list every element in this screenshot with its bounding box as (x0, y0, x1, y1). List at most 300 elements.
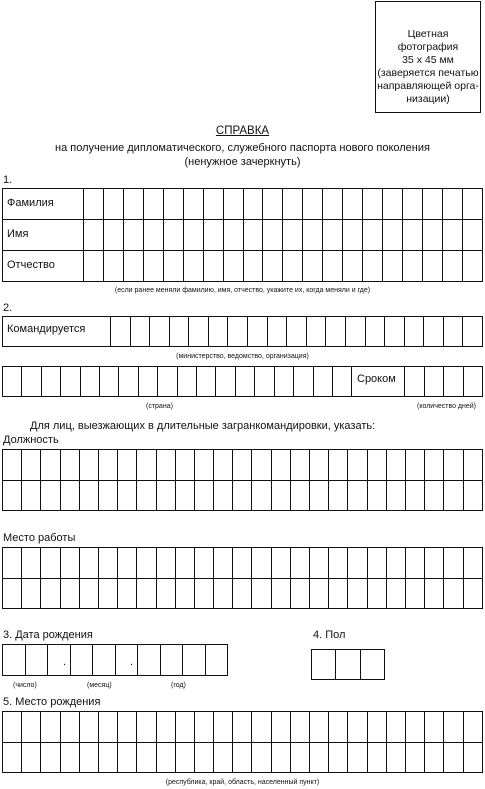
position-cell[interactable] (41, 480, 60, 511)
previous-name-hint: (если ранее меняли фамилию, имя, отчество, укажите их, когда меняли и где) (114, 287, 371, 294)
birthplace-cell[interactable] (271, 712, 290, 743)
position-cell[interactable] (310, 480, 329, 511)
workplace-cell[interactable] (444, 578, 463, 609)
position-cell[interactable] (425, 450, 444, 481)
assigned-cell[interactable] (385, 317, 405, 347)
name-cell[interactable] (442, 220, 462, 251)
name-cell[interactable] (422, 220, 442, 251)
position-cell[interactable] (98, 450, 117, 481)
workplace-cell[interactable] (386, 578, 405, 609)
position-cell[interactable] (386, 480, 405, 511)
surname-cell[interactable] (263, 189, 283, 220)
position-cell[interactable] (425, 480, 444, 511)
workplace-cell[interactable] (175, 578, 194, 609)
workplace-cell[interactable] (405, 578, 424, 609)
birthplace-cell[interactable] (444, 712, 463, 743)
workplace-row[interactable] (3, 548, 483, 579)
position-cell[interactable] (214, 480, 233, 511)
birthplace-cell[interactable] (310, 712, 329, 743)
assigned-cell[interactable] (208, 317, 228, 347)
year-cell[interactable] (205, 645, 228, 676)
patronymic-cell[interactable] (223, 251, 243, 282)
position-row[interactable] (3, 450, 483, 481)
assigned-cell[interactable] (228, 317, 248, 347)
patronymic-cell[interactable] (422, 251, 442, 282)
year-cell[interactable] (138, 645, 161, 676)
patronymic-cell[interactable] (462, 251, 482, 282)
position-cell[interactable] (214, 450, 233, 481)
year-cell[interactable] (183, 645, 206, 676)
patronymic-cell[interactable] (123, 251, 143, 282)
position-cell[interactable] (60, 480, 79, 511)
workplace-cell[interactable] (463, 548, 483, 579)
name-cell[interactable] (462, 220, 482, 251)
country-cell[interactable] (41, 367, 60, 397)
birthplace-cell[interactable] (329, 712, 348, 743)
birthplace-cell[interactable] (367, 742, 386, 773)
assigned-cell[interactable] (150, 317, 170, 347)
surname-cell[interactable] (323, 189, 343, 220)
birthplace-cell[interactable] (118, 712, 137, 743)
surname-cell[interactable] (103, 189, 123, 220)
birth-date-row[interactable] (3, 645, 228, 676)
country-cell[interactable] (332, 367, 351, 397)
country-cell[interactable] (294, 367, 313, 397)
birthplace-cell[interactable] (194, 742, 213, 773)
workplace-cell[interactable] (156, 548, 175, 579)
birthplace-cell[interactable] (310, 742, 329, 773)
workplace-cell[interactable] (271, 548, 290, 579)
patronymic-label: Отчество (7, 259, 55, 271)
assigned-cell[interactable] (404, 317, 424, 347)
position-cell[interactable] (463, 450, 483, 481)
birthplace-cell[interactable] (194, 712, 213, 743)
assigned-cell[interactable] (306, 317, 326, 347)
birthplace-cell[interactable] (137, 712, 156, 743)
name-cell[interactable] (84, 220, 104, 251)
birthplace-cell[interactable] (233, 742, 252, 773)
name-cell[interactable] (343, 220, 363, 251)
patronymic-cell[interactable] (403, 251, 423, 282)
birthplace-cell[interactable] (233, 712, 252, 743)
assigned-cell[interactable] (326, 317, 346, 347)
day-cell[interactable] (3, 645, 26, 676)
workplace-cell[interactable] (137, 578, 156, 609)
birthplace-cell[interactable] (79, 742, 98, 773)
workplace-cell[interactable] (3, 548, 22, 579)
surname-cell[interactable] (243, 189, 263, 220)
workplace-cell[interactable] (290, 578, 309, 609)
country-cell[interactable] (3, 367, 22, 397)
position-cell[interactable] (252, 480, 271, 511)
days-cell[interactable] (424, 367, 443, 397)
workplace-cell[interactable] (329, 578, 348, 609)
position-cell[interactable] (463, 480, 483, 511)
workplace-cell[interactable] (118, 578, 137, 609)
position-cell[interactable] (118, 480, 137, 511)
patronymic-cell[interactable] (343, 251, 363, 282)
workplace-cell[interactable] (329, 548, 348, 579)
name-cell[interactable] (183, 220, 203, 251)
surname-cell[interactable] (363, 189, 383, 220)
position-row[interactable] (3, 480, 483, 511)
days-cell[interactable] (405, 367, 424, 397)
birthplace-cell[interactable] (386, 712, 405, 743)
workplace-cell[interactable] (271, 578, 290, 609)
sex-row[interactable] (312, 650, 385, 680)
country-cell[interactable] (274, 367, 293, 397)
surname-cell[interactable] (303, 189, 323, 220)
patronymic-cell[interactable] (442, 251, 462, 282)
surname-cell[interactable] (343, 189, 363, 220)
country-hint: (страна) (146, 403, 173, 410)
position-cell[interactable] (175, 450, 194, 481)
birthplace-cell[interactable] (175, 742, 194, 773)
position-cell[interactable] (156, 450, 175, 481)
surname-cell[interactable] (84, 189, 104, 220)
name-cell[interactable] (323, 220, 343, 251)
birthplace-cell[interactable] (405, 712, 424, 743)
country-cell[interactable] (80, 367, 99, 397)
birthplace-label: 5. Место рождения (3, 696, 101, 708)
position-cell[interactable] (290, 450, 309, 481)
assigned-cell[interactable] (365, 317, 385, 347)
birthplace-row[interactable] (3, 712, 483, 743)
month-cell[interactable] (70, 645, 93, 676)
assigned-cell[interactable] (169, 317, 189, 347)
birthplace-cell[interactable] (463, 742, 483, 773)
country-cell[interactable] (138, 367, 157, 397)
workplace-cell[interactable] (367, 578, 386, 609)
surname-cell[interactable] (143, 189, 163, 220)
assigned-cell[interactable] (287, 317, 307, 347)
photo-placeholder-box (375, 1, 481, 113)
country-cell[interactable] (235, 367, 254, 397)
photo-line-3: (заверяется печатью (377, 67, 479, 79)
position-cell[interactable] (367, 480, 386, 511)
position-cell[interactable] (405, 450, 424, 481)
name-cell[interactable] (283, 220, 303, 251)
position-cell[interactable] (329, 450, 348, 481)
birthplace-cell[interactable] (41, 712, 60, 743)
country-cell[interactable] (177, 367, 196, 397)
position-cell[interactable] (233, 450, 252, 481)
workplace-row[interactable] (3, 578, 483, 609)
patronymic-cell[interactable] (183, 251, 203, 282)
sex-cell[interactable] (360, 650, 384, 680)
birthplace-cell[interactable] (98, 712, 117, 743)
birthplace-cell[interactable] (156, 742, 175, 773)
year-hint: (год) (171, 682, 186, 689)
birthplace-hint: (республика, край, область, населенный пункт) (165, 779, 320, 786)
section-1-number: 1. (3, 174, 13, 186)
sex-label: 4. Пол (313, 629, 346, 641)
workplace-cell[interactable] (405, 548, 424, 579)
birthplace-cell[interactable] (79, 712, 98, 743)
birthplace-cell[interactable] (137, 742, 156, 773)
workplace-cell[interactable] (22, 548, 41, 579)
name-cell[interactable] (123, 220, 143, 251)
sex-cell[interactable] (312, 650, 336, 680)
birthplace-cell[interactable] (367, 712, 386, 743)
surname-cell[interactable] (383, 189, 403, 220)
position-cell[interactable] (444, 450, 463, 481)
surname-label: Фамилия (7, 197, 54, 209)
birthplace-cell[interactable] (252, 712, 271, 743)
patronymic-cell[interactable] (163, 251, 183, 282)
days-cell[interactable] (463, 367, 482, 397)
workplace-grid (2, 547, 483, 609)
birthplace-cell[interactable] (290, 742, 309, 773)
workplace-cell[interactable] (118, 548, 137, 579)
position-cell[interactable] (348, 450, 367, 481)
workplace-cell[interactable] (348, 578, 367, 609)
assigned-label: Командируется (7, 323, 86, 335)
assigned-cell[interactable] (130, 317, 150, 347)
workplace-cell[interactable] (348, 548, 367, 579)
surname-cell[interactable] (163, 189, 183, 220)
workplace-cell[interactable] (444, 548, 463, 579)
patronymic-cell[interactable] (323, 251, 343, 282)
workplace-cell[interactable] (367, 548, 386, 579)
birthplace-cell[interactable] (386, 742, 405, 773)
position-cell[interactable] (271, 480, 290, 511)
surname-cell[interactable] (183, 189, 203, 220)
position-cell[interactable] (444, 480, 463, 511)
name-cell[interactable] (263, 220, 283, 251)
position-cell[interactable] (137, 450, 156, 481)
days-hint: (количество дней) (417, 403, 477, 410)
birthplace-cell[interactable] (156, 712, 175, 743)
birthplace-cell[interactable] (405, 742, 424, 773)
name-cell[interactable] (203, 220, 223, 251)
patronymic-cell[interactable] (383, 251, 403, 282)
workplace-cell[interactable] (41, 548, 60, 579)
patronymic-cell[interactable] (203, 251, 223, 282)
birthplace-cell[interactable] (175, 712, 194, 743)
position-cell[interactable] (79, 480, 98, 511)
name-cell[interactable] (163, 220, 183, 251)
position-cell[interactable] (194, 480, 213, 511)
birthplace-cell[interactable] (348, 712, 367, 743)
position-cell[interactable] (290, 480, 309, 511)
workplace-cell[interactable] (310, 578, 329, 609)
assigned-cell[interactable] (345, 317, 365, 347)
workplace-cell[interactable] (290, 548, 309, 579)
name-cell[interactable] (303, 220, 323, 251)
position-cell[interactable] (22, 450, 41, 481)
birthplace-cell[interactable] (22, 712, 41, 743)
assigned-cell[interactable] (443, 317, 463, 347)
name-label: Имя (7, 228, 29, 240)
birthplace-cell[interactable] (118, 742, 137, 773)
name-cell[interactable] (403, 220, 423, 251)
name-cell[interactable] (223, 220, 243, 251)
birthplace-cell[interactable] (271, 742, 290, 773)
workplace-cell[interactable] (310, 548, 329, 579)
birthplace-cell[interactable] (98, 742, 117, 773)
position-cell[interactable] (271, 450, 290, 481)
name-cell[interactable] (383, 220, 403, 251)
country-cell[interactable] (22, 367, 41, 397)
workplace-cell[interactable] (194, 578, 213, 609)
workplace-cell[interactable] (425, 578, 444, 609)
position-cell[interactable] (233, 480, 252, 511)
patronymic-cell[interactable] (283, 251, 303, 282)
birthplace-cell[interactable] (252, 742, 271, 773)
workplace-cell[interactable] (194, 548, 213, 579)
birth-date-label: 3. Дата рождения (3, 629, 93, 641)
position-cell[interactable] (22, 480, 41, 511)
name-row[interactable] (3, 220, 483, 251)
patronymic-cell[interactable] (143, 251, 163, 282)
workplace-cell[interactable] (175, 548, 194, 579)
patronymic-cell[interactable] (243, 251, 263, 282)
position-cell[interactable] (3, 480, 22, 511)
workplace-cell[interactable] (137, 548, 156, 579)
day-hint: (число) (13, 682, 37, 689)
position-cell[interactable] (194, 450, 213, 481)
name-cell[interactable] (103, 220, 123, 251)
workplace-cell[interactable] (252, 578, 271, 609)
birthplace-cell[interactable] (22, 742, 41, 773)
birthplace-cell[interactable] (41, 742, 60, 773)
sex-grid (311, 649, 385, 680)
patronymic-cell[interactable] (363, 251, 383, 282)
country-term-row[interactable] (3, 367, 483, 397)
birth-date-grid (2, 644, 228, 676)
workplace-cell[interactable] (156, 578, 175, 609)
birthplace-cell[interactable] (425, 742, 444, 773)
country-cell[interactable] (197, 367, 216, 397)
position-cell[interactable] (386, 450, 405, 481)
birthplace-cell[interactable] (214, 712, 233, 743)
patronymic-row[interactable] (3, 251, 483, 282)
birthplace-cell[interactable] (3, 712, 22, 743)
workplace-cell[interactable] (233, 578, 252, 609)
patronymic-cell[interactable] (303, 251, 323, 282)
position-cell[interactable] (118, 450, 137, 481)
position-cell[interactable] (252, 450, 271, 481)
surname-cell[interactable] (403, 189, 423, 220)
photo-line-5: низации) (406, 93, 450, 105)
country-cell[interactable] (255, 367, 274, 397)
birthplace-cell[interactable] (60, 742, 79, 773)
surname-row[interactable] (3, 189, 483, 220)
workplace-cell[interactable] (386, 548, 405, 579)
surname-cell[interactable] (442, 189, 462, 220)
surname-cell[interactable] (123, 189, 143, 220)
patronymic-cell[interactable] (84, 251, 104, 282)
position-cell[interactable] (367, 450, 386, 481)
sex-cell[interactable] (336, 650, 360, 680)
photo-line-2: 35 х 45 мм (402, 54, 454, 66)
assigned-cell[interactable] (267, 317, 287, 347)
workplace-cell[interactable] (233, 548, 252, 579)
date-separator-cell (115, 645, 138, 676)
country-term-grid (2, 366, 483, 397)
patronymic-cell[interactable] (103, 251, 123, 282)
country-cell[interactable] (158, 367, 177, 397)
position-cell[interactable] (3, 450, 22, 481)
workplace-cell[interactable] (79, 548, 98, 579)
name-cell[interactable] (363, 220, 383, 251)
name-cell[interactable] (243, 220, 263, 251)
surname-cell[interactable] (462, 189, 482, 220)
assigned-cell[interactable] (424, 317, 444, 347)
workplace-cell[interactable] (425, 548, 444, 579)
surname-cell[interactable] (203, 189, 223, 220)
birthplace-cell[interactable] (329, 742, 348, 773)
form-title: СПРАВКА (215, 125, 270, 137)
country-cell[interactable] (313, 367, 332, 397)
year-cell[interactable] (160, 645, 183, 676)
country-cell[interactable] (216, 367, 235, 397)
position-cell[interactable] (348, 480, 367, 511)
days-cell[interactable] (444, 367, 463, 397)
position-cell[interactable] (60, 450, 79, 481)
workplace-cell[interactable] (60, 548, 79, 579)
position-cell[interactable] (41, 450, 60, 481)
surname-cell[interactable] (223, 189, 243, 220)
workplace-cell[interactable] (22, 578, 41, 609)
birthplace-cell[interactable] (60, 712, 79, 743)
birthplace-cell[interactable] (444, 742, 463, 773)
position-cell[interactable] (310, 450, 329, 481)
workplace-cell[interactable] (98, 548, 117, 579)
section-2-number: 2. (3, 302, 13, 314)
surname-cell[interactable] (422, 189, 442, 220)
workplace-cell[interactable] (60, 578, 79, 609)
workplace-cell[interactable] (79, 578, 98, 609)
patronymic-cell[interactable] (263, 251, 283, 282)
surname-cell[interactable] (283, 189, 303, 220)
birthplace-cell[interactable] (3, 742, 22, 773)
workplace-cell[interactable] (252, 548, 271, 579)
birthplace-cell[interactable] (463, 712, 483, 743)
day-cell[interactable] (25, 645, 48, 676)
birthplace-row[interactable] (3, 742, 483, 773)
country-cell[interactable] (100, 367, 119, 397)
position-cell[interactable] (98, 480, 117, 511)
workplace-cell[interactable] (41, 578, 60, 609)
assigned-cell[interactable] (248, 317, 268, 347)
country-cell[interactable] (61, 367, 80, 397)
position-cell[interactable] (175, 480, 194, 511)
birthplace-cell[interactable] (290, 712, 309, 743)
workplace-cell[interactable] (214, 578, 233, 609)
country-cell[interactable] (119, 367, 138, 397)
assigned-cell[interactable] (189, 317, 209, 347)
position-cell[interactable] (137, 480, 156, 511)
position-cell[interactable] (405, 480, 424, 511)
name-cell[interactable] (143, 220, 163, 251)
birthplace-cell[interactable] (425, 712, 444, 743)
position-cell[interactable] (329, 480, 348, 511)
workplace-cell[interactable] (98, 578, 117, 609)
birthplace-cell[interactable] (214, 742, 233, 773)
position-cell[interactable] (156, 480, 175, 511)
workplace-cell[interactable] (463, 578, 483, 609)
term-label: Сроком (357, 373, 396, 385)
workplace-cell[interactable] (3, 578, 22, 609)
assigned-cell[interactable] (111, 317, 131, 347)
assigned-cell[interactable] (463, 317, 483, 347)
position-cell[interactable] (79, 450, 98, 481)
month-cell[interactable] (93, 645, 116, 676)
workplace-cell[interactable] (214, 548, 233, 579)
birthplace-cell[interactable] (348, 742, 367, 773)
